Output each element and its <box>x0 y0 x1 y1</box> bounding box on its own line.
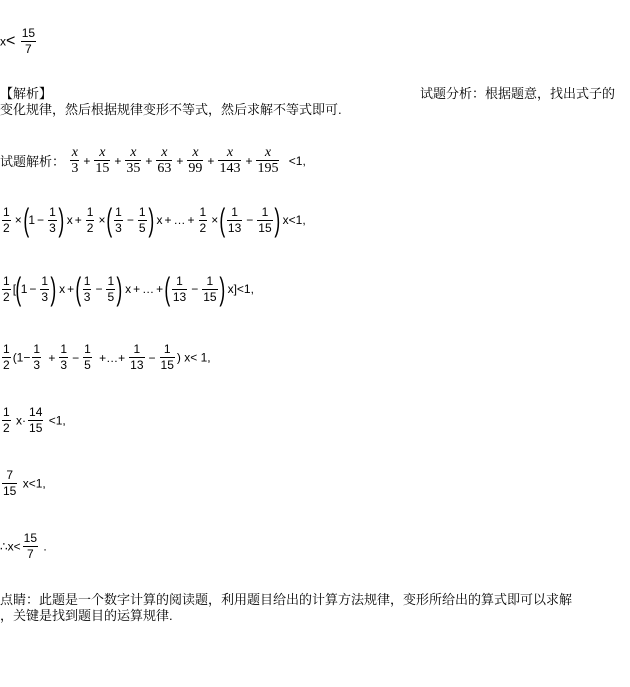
term-fraction: $\frac{x}{15}$ <box>95 145 110 176</box>
times-sign: × <box>14 213 22 227</box>
therefore-x: ∴x< <box>0 539 21 554</box>
equation-line-7: ∴x< $\frac{15}{7}$ . <box>0 531 47 561</box>
line3-tail: x]<1, <box>227 282 254 296</box>
solution-label: 试题解析： <box>0 154 66 169</box>
term-fraction: $\frac{x}{99}$ <box>188 145 203 176</box>
line2-tail: x<1, <box>282 213 306 227</box>
line1-tail: <1, <box>288 153 306 168</box>
equation-line-3: $\frac{1}{2}$ [(1 − $\frac{1}{3}$ ) x +( $\frac{1}{3}$ − $\frac{1}{5}$ ) x + … +( $\frac{1}{13}$ − $\frac{1}{15}$ ) x]<1, <box>3 271 254 307</box>
equation-line-6: $\frac{7}{15}$ x<1, <box>3 468 46 498</box>
term-fraction: $\frac{x}{63}$ <box>157 145 172 176</box>
top-answer <box>0 26 38 57</box>
analysis-intro: 试题分析：根据题意，找出式子的 <box>420 86 616 101</box>
plus-sign: + <box>176 153 184 168</box>
comment-line-1: 点睛：此题是一个数字计算的阅读题，利用题目给出的计算方法规律，变形所给出的算式即可以求解 <box>0 592 573 607</box>
answer-fraction <box>21 26 36 57</box>
analysis-second-line: 变化规律，然后根据规律变形不等式，然后求解不等式即可. <box>0 102 342 117</box>
analysis-block <box>0 86 630 118</box>
fraction-denominator: 7 <box>25 42 32 56</box>
line5-tail: <1, <box>48 413 66 428</box>
comment-block <box>0 592 630 624</box>
plus-sign: + <box>245 153 253 168</box>
answer-variable: x <box>0 34 6 49</box>
plus-sign: + <box>145 153 153 168</box>
term-fraction: $\frac{x}{195}$ <box>257 145 279 176</box>
term-fraction: $\frac{x}{143}$ <box>219 145 241 176</box>
equation-line-5: $\frac{1}{2}$ x· $\frac{14}{15}$ <1, <box>3 405 66 435</box>
line4-tail: ) x< 1, <box>176 350 211 365</box>
half-fraction: $\frac{1}{2}$ <box>3 204 10 235</box>
less-than-sign: < <box>6 32 16 50</box>
line6-tail: x<1, <box>22 476 46 491</box>
plus-sign: + <box>114 153 122 168</box>
term-fraction: $\frac{x}{3}$ <box>71 145 79 176</box>
analysis-label: 【解析】 <box>0 86 53 101</box>
equation-line-4: $\frac{1}{2}$ (1− $\frac{1}{3}$ + $\frac{1}{3}$ − $\frac{1}{5}$ +…+ $\frac{1}{13}$ − $\frac{1}{15}$ ) x< 1, <box>3 342 211 372</box>
term-fraction: $\frac{x}{35}$ <box>126 145 141 176</box>
comment-line-2: ，关键是找到题目的运算规律. <box>0 608 173 623</box>
plus-sign: + <box>83 153 91 168</box>
equation-line-1 <box>0 145 306 176</box>
plus-sign: + <box>207 153 215 168</box>
line1-terms <box>68 145 281 176</box>
fraction-numerator: 15 <box>21 26 36 40</box>
equation-line-2: $\frac{1}{2}$ ×(1 − $\frac{1}{3}$ ) x + $\frac{1}{2}$ ×( $\frac{1}{3}$ − $\frac{1}{5}$ ) x + … + $\frac{1}{2}$ ×( $\frac{1}{13}$ − $\frac{1}{15}$ ) x<1, <box>3 202 306 238</box>
